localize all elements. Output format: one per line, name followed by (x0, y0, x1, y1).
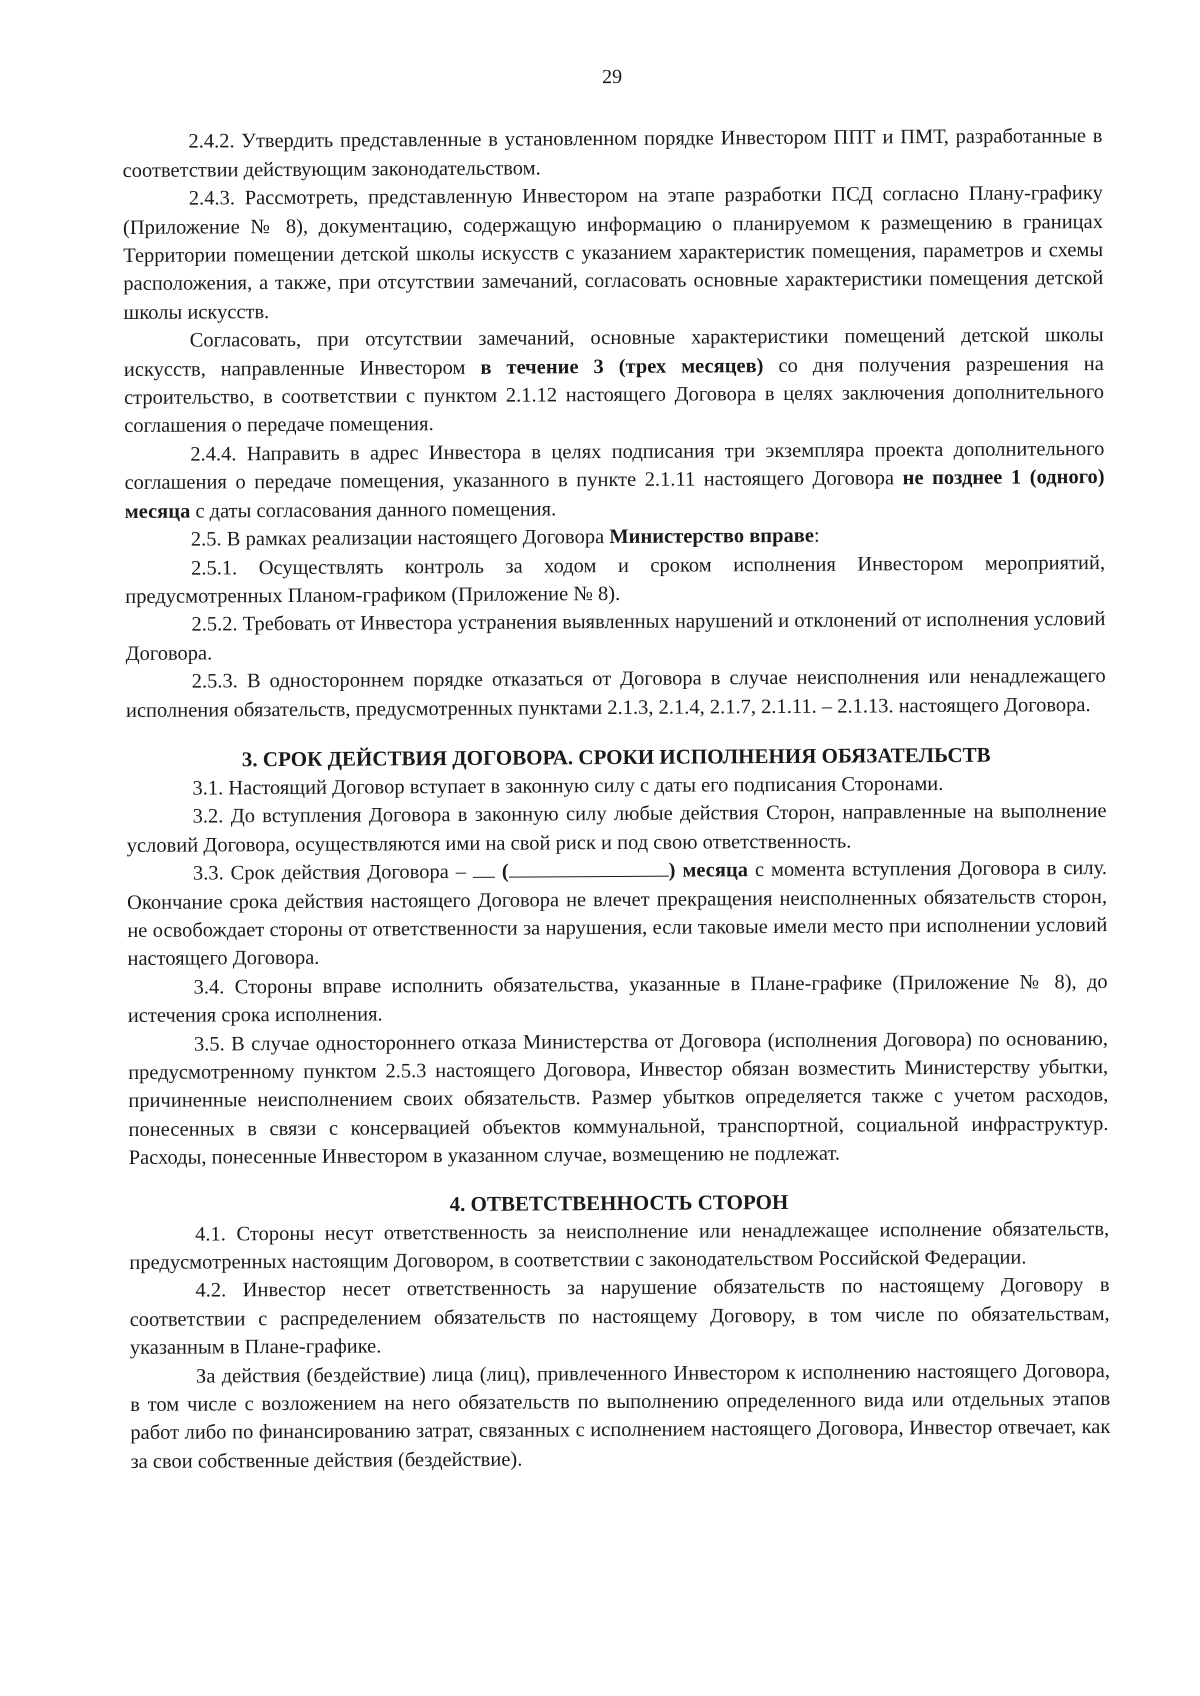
paragraph-4-2: 4.2. Инвестор несет ответственность за нарушение обязательств по настоящему Договору в соответствии с распределением обязательств по настоящему Договору, в том числе по обязательствам, указанным в Плане-графике. (129, 1274, 1110, 1360)
paragraph-2-4-3: 2.4.3. Рассмотреть, представленную Инвестором на этапе разработки ПСД согласно Плану-графику (Приложение № 8), документацию, содержащую информацию о планируемом к размещению в границах Территории помещении детской школы искусств с указанием характеристик помещения, параметров и схемы расположения, а также, при отсутствии замечаний, согласовать основные характеристики помещения детской школы искусств. (122, 182, 1104, 324)
section-4-title: 4. ОТВЕТСТВЕННОСТЬ СТОРОН (449, 1189, 789, 1216)
paragraph-4-1: 4.1. Стороны несут ответственность за неисполнение или ненадлежащее исполнение обязательств, предусмотренных настоящим Договором, в соответствии с законодательством Российской Федерации. (129, 1217, 1110, 1275)
bold-rights: Министерство вправе (609, 524, 814, 549)
bold-deadline: в течение 3 (трех месяцев) (480, 354, 764, 379)
paragraph-2-5-1: 2.5.1. Осуществлять контроль за ходом и сроком исполнения Инвестором мероприятий, предусмотренных Планом-графиком (Приложение № 8). (125, 551, 1106, 608)
term-blank (473, 859, 495, 878)
document-page (122, 60, 1111, 1476)
paragraph-agree: Согласовать, при отсутствии замечаний, основные характеристики помещений детской школы искусств, направленные Инвестором в течение 3 (трех месяцев) со дня получения разрешения на строительство, в соответствии с пунктом 2.1.12 настоящего Договора в целях заключения дополнительного соглашения о передаче помещения. (123, 324, 1105, 438)
paragraph-3-1: 3.1. Настоящий Договор вступает в законную силу с даты его подписания Сторонами. (192, 772, 944, 800)
bold-deadline: не позднее 1 (одного) месяца (124, 466, 1105, 523)
paragraph-2-4-2: 2.4.2. Утвердить представленные в установленном порядке Инвестором ППТ и ПМТ, разработанные в соответствии действующим законодательством. (122, 125, 1103, 182)
paragraph-2-5-3: 2.5.3. В одностороннем порядке отказаться от Договора в случае неисполнения или ненадлежащего исполнения обязательств, предусмотренных пунктами 2.1.3, 2.1.4, 2.1.7, 2.1.11. – 2.1.13. настоящего Договора. (125, 665, 1106, 722)
paragraph-2-5-2: 2.5.2. Требовать от Инвестора устранения выявленных нарушений и отклонений от исполнения условий Договора. (125, 608, 1106, 665)
page-number: 29 (602, 65, 623, 89)
bold-month: ) месяца (668, 859, 749, 882)
paragraph-3-2: 3.2. До вступления Договора в законную силу любые действия Сторон, направленные на выполнение условий Договора, осуществляются ими на свой риск и под свою ответственность. (126, 800, 1107, 857)
paragraph-2-4-4: 2.4.4. Направить в адрес Инвестора в целях подписания три экземпляра проекта дополнительного соглашения о передаче помещения, указанного в пункте 2.1.11 настоящего Договора не позднее 1 (одного) месяца с даты согласования данного помещения. (124, 437, 1105, 523)
section-3-title: 3. СРОК ДЕЙСТВИЯ ДОГОВОРА. СРОКИ ИСПОЛНЕНИЯ ОБЯЗАТЕЛЬСТВ (241, 742, 991, 772)
paragraph-3-3: 3.3. Срок действия Договора – ( ) месяца с момента вступления Договора в силу. Окончание срока действия настоящего Договора не влечет прекращения неисполненных обязательств сторон, не освобождает стороны от ответственности за нарушения, если таковые имели место при исполнении условий настоящего Договора. (127, 857, 1108, 971)
paragraph-3-4: 3.4. Стороны вправе исполнить обязательства, указанные в Плане-графике (Приложение № 8), до истечения срока исполнения. (127, 970, 1108, 1028)
paragraph-2-5: 2.5. В рамках реализации настоящего Договора Министерство вправе: (190, 524, 820, 551)
paragraph-3-5: 3.5. В случае одностороннего отказа Министерства от Договора (исполнения Договора) по основанию, предусмотренному пунктом 2.5.3 настоящего Договора, Инвестор обязан возместить Министерству убытки, причиненные неисполнением своих обязательств. Размер убытков определяется также с учетом расходов, понесенных в связи с консервацией объектов коммунальной, транспортной, социальной инфраструктур. Расходы, понесенные Инвестором в указанном случае, возмещению не подлежат. (128, 1027, 1109, 1170)
paragraph-actions: За действия (бездействие) лица (лиц), привлеченного Инвестором к исполнению настоящего Договора, в том числе с возложением на него обязательств по выполнению определенного вида или отдельных этапов работ либо по финансированию затрат, связанных с исполнением настоящего Договора, Инвестор отвечает, как за свои собственные действия (бездействие). (130, 1359, 1111, 1473)
term-words-blank (509, 858, 669, 878)
